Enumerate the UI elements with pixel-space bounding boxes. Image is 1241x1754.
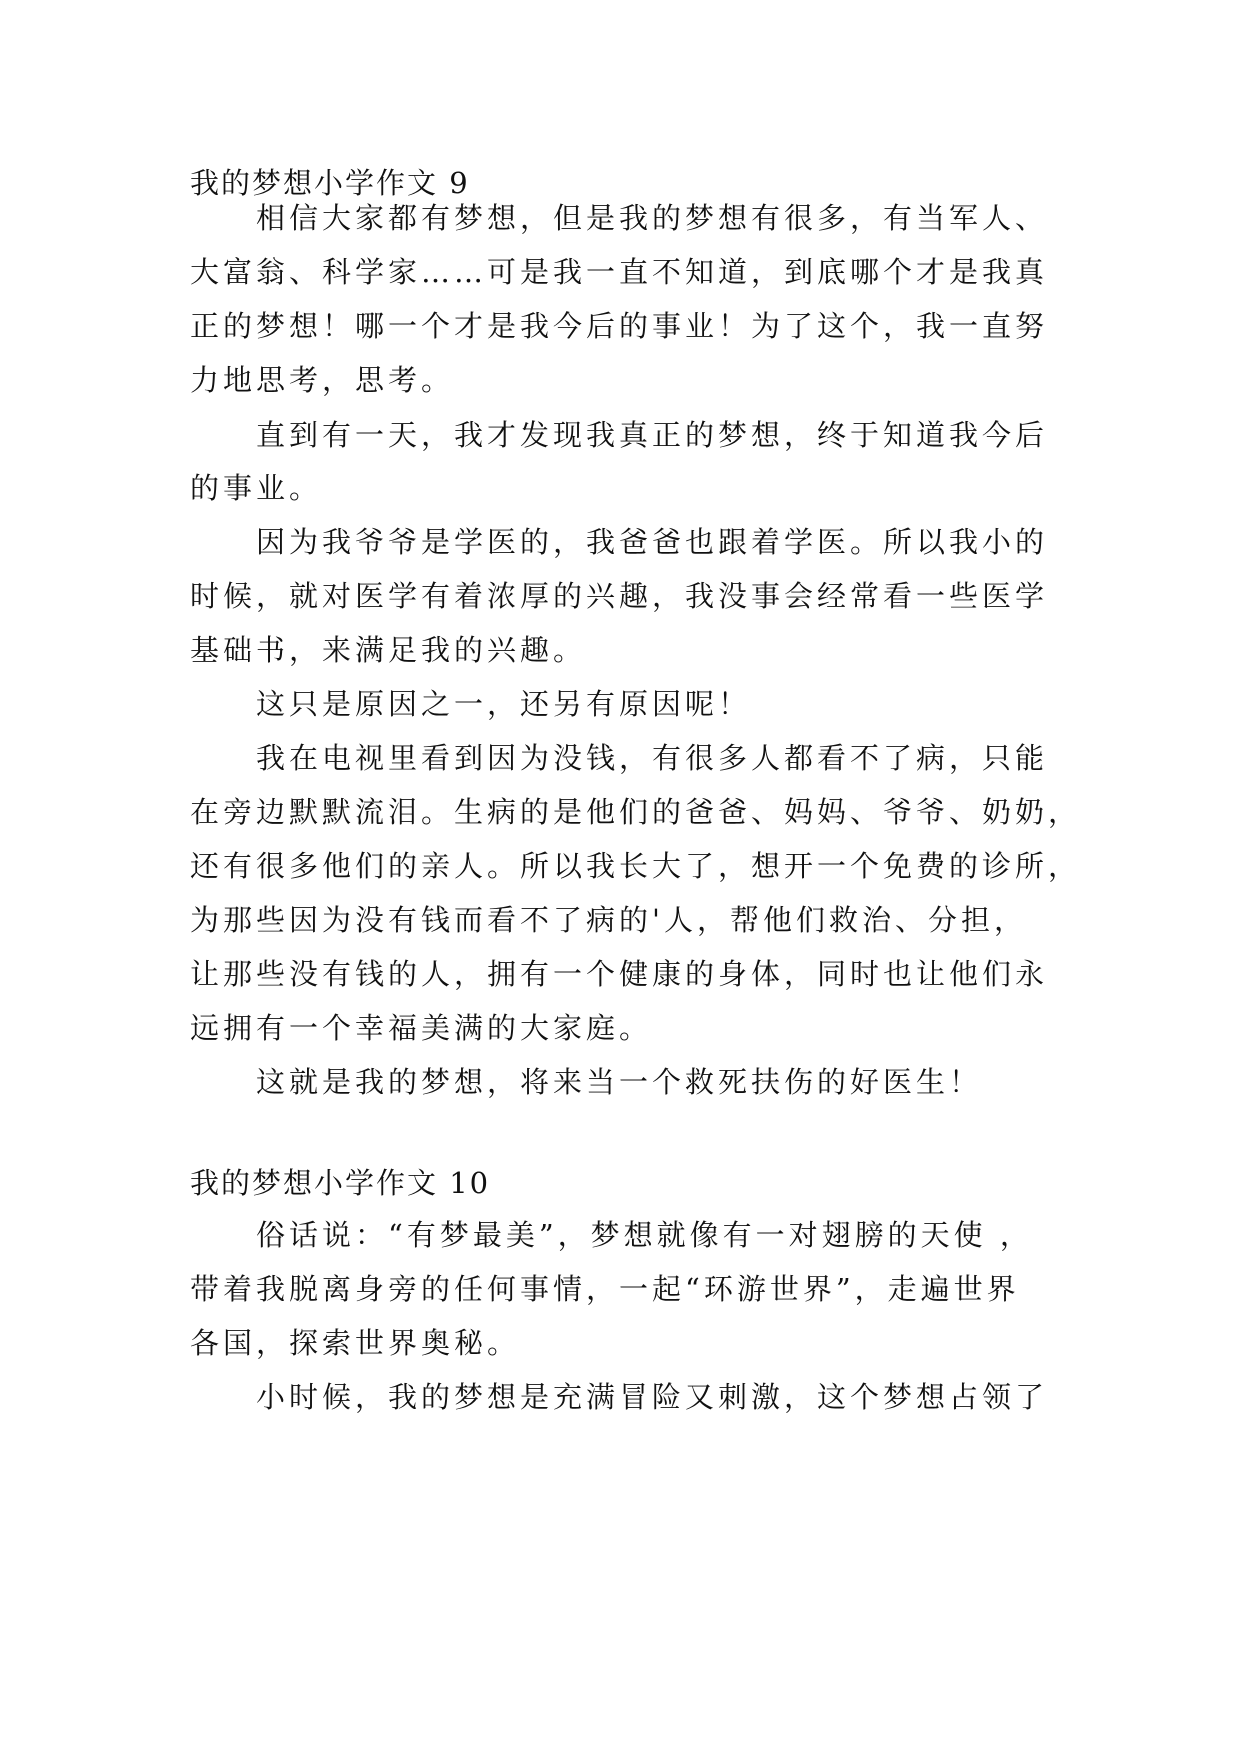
essay-9-line-9: 基础书，来满足我的兴趣。	[190, 633, 587, 667]
essay-9-line-1: 相信大家都有梦想，但是我的梦想有很多，有当军人、	[256, 201, 1049, 235]
essay-10-line-2: 带着我脱离身旁的任何事情，一起“环游世界”，走遍世界	[190, 1272, 1020, 1306]
essay-9-line-2: 大富翁、科学家……可是我一直不知道，到底哪个才是我真	[190, 255, 1049, 289]
essay-9-line-4: 力地思考，思考。	[190, 363, 455, 397]
essay-9-line-3: 正的梦想！哪一个才是我今后的事业！为了这个，我一直努	[190, 309, 1049, 343]
essay-9-line-7: 因为我爷爷是学医的，我爸爸也跟着学医。所以我小的	[256, 525, 1049, 559]
essay-9-line-15: 让那些没有钱的人，拥有一个健康的身体，同时也让他们永	[190, 957, 1049, 991]
essay-9-line-6: 的事业。	[190, 471, 323, 505]
essay-9-line-8: 时候，就对医学有着浓厚的兴趣，我没事会经常看一些医学	[190, 579, 1049, 613]
essay-9-line-17: 这就是我的梦想，将来当一个救死扶伤的好医生！	[256, 1065, 983, 1099]
essay-9-line-12: 在旁边默默流泪。生病的是他们的爸爸、妈妈、爷爷、奶奶，	[190, 795, 1082, 829]
essay-9-line-13: 还有很多他们的亲人。所以我长大了，想开一个免费的诊所，	[190, 849, 1082, 883]
essay-9-title: 我的梦想小学作文 9	[190, 166, 470, 200]
essay-9-line-14: 为那些因为没有钱而看不了病的'人，帮他们救治、分担，	[190, 903, 1027, 937]
essay-9-line-11: 我在电视里看到因为没钱，有很多人都看不了病，只能	[256, 741, 1049, 775]
essay-10-line-4: 小时候，我的梦想是充满冒险又刺激，这个梦想占领了	[256, 1380, 1049, 1414]
essay-9-line-5: 直到有一天，我才发现我真正的梦想，终于知道我今后	[256, 418, 1049, 452]
essay-10-line-1: 俗话说：“有梦最美”，梦想就像有一对翅膀的天使 ，	[256, 1218, 1033, 1252]
essay-9-line-16: 远拥有一个幸福美满的大家庭。	[190, 1011, 653, 1045]
essay-10-line-3: 各国，探索世界奥秘。	[190, 1326, 521, 1360]
essay-9-line-10: 这只是原因之一，还另有原因呢！	[256, 687, 752, 721]
essay-10-title: 我的梦想小学作文 10	[190, 1166, 491, 1200]
